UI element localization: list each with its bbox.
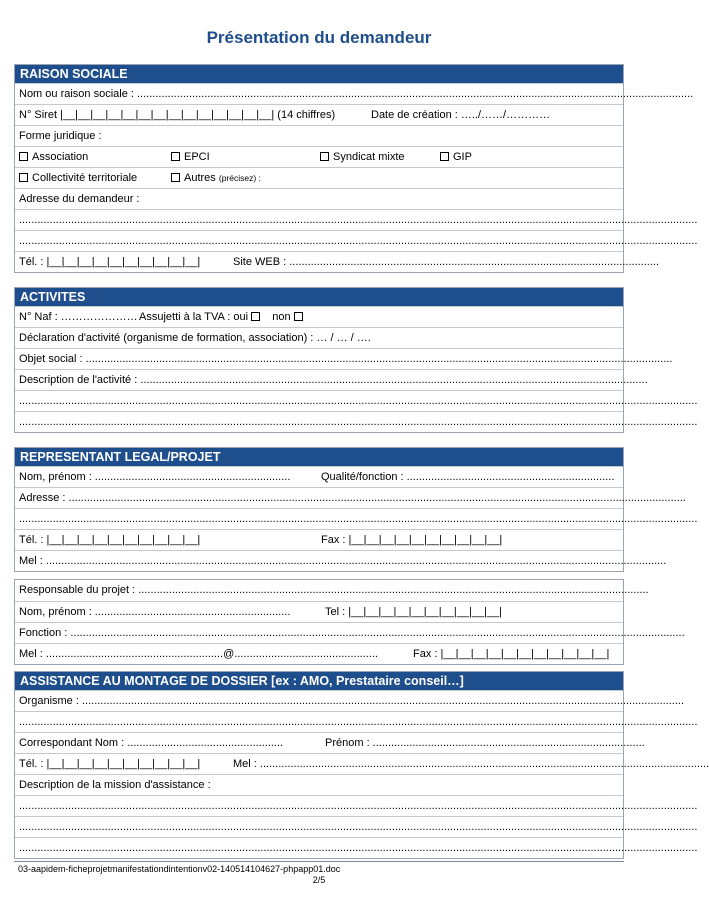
- field-qualite-fonction[interactable]: Qualité/fonction : ....................................................................: [321, 471, 615, 483]
- field-adresse-line-1[interactable]: ..............................................................................................................................................................................................................................: [19, 214, 698, 226]
- field-responsable-mel[interactable]: Mel : ..........................................................@...............................................: [19, 648, 378, 660]
- field-objet-social[interactable]: Objet social : ................................................................................................................................................................................................: [19, 353, 673, 365]
- row-mission: [15, 774, 623, 795]
- row-representant-adresse-2: [15, 508, 698, 529]
- row-description-activite: [15, 369, 648, 390]
- section-raison-sociale: [14, 64, 698, 273]
- row-responsable-fonction: [15, 622, 685, 643]
- option-gip[interactable]: [440, 147, 472, 167]
- checkbox-icon: [19, 173, 28, 182]
- checkbox-non-icon[interactable]: [294, 312, 303, 321]
- row-activite-line-1: [15, 390, 698, 411]
- option-collectivite-label: Collectivité territoriale: [32, 172, 138, 184]
- field-correspondant-prenom[interactable]: Prénom : .........................................................................................: [325, 737, 645, 749]
- row-adresse-line-1: [15, 209, 698, 230]
- row-activite-line-2: [15, 411, 698, 432]
- field-representant-mel[interactable]: Mel : ...........................................................................................................................................................................................................: [19, 555, 667, 567]
- field-nom-raison-sociale[interactable]: Nom ou raison sociale : ......................................................................................................................................................................................: [19, 88, 694, 100]
- row-correspondant: [15, 732, 645, 753]
- row-responsable-nom: [15, 601, 623, 622]
- field-representant-adresse-2[interactable]: ..............................................................................................................................................................................................................................: [19, 513, 698, 525]
- checkbox-icon: [320, 152, 329, 161]
- field-site-web[interactable]: Site WEB : .........................................................................................................................: [233, 256, 660, 268]
- footer-page-number: 2/5: [312, 875, 326, 885]
- section-heading-assistance: ASSISTANCE AU MONTAGE DE DOSSIER [ex : AMO, Prestataire conseil…]: [15, 672, 623, 690]
- row-tel-site: [15, 251, 660, 272]
- row-mission-line-1: [15, 795, 698, 816]
- label-forme-juridique: Forme juridique :: [19, 130, 102, 142]
- row-mission-line-3: [15, 837, 698, 858]
- section-representant-legal: [14, 447, 698, 572]
- row-siret: [15, 104, 623, 125]
- row-representant-nom: [15, 466, 623, 487]
- option-gip-label: GIP: [453, 151, 472, 163]
- field-date-creation[interactable]: Date de création : …../……/…………: [371, 109, 551, 121]
- field-mission-line-3[interactable]: ..............................................................................................................................................................................................................................: [19, 842, 698, 854]
- field-correspondant-nom[interactable]: Correspondant Nom : ...................................................: [19, 737, 284, 749]
- section-responsable-projet: [14, 579, 685, 665]
- row-responsable: [15, 580, 649, 601]
- field-responsable-projet[interactable]: Responsable du projet : .......................................................................................................................................................................: [19, 584, 649, 596]
- row-nom-raison-sociale: [15, 83, 694, 104]
- field-activite-line-1[interactable]: ..............................................................................................................................................................................................................................: [19, 395, 698, 407]
- field-responsable-fax[interactable]: Fax : |__|__|__|__|__|__|__|__|__|__|__|: [413, 648, 610, 660]
- row-mission-line-2: [15, 816, 698, 837]
- section-heading-activites: ACTIVITES: [15, 288, 623, 306]
- field-activite-line-2[interactable]: ..............................................................................................................................................................................................................................: [19, 416, 698, 428]
- label-mission: Description de la mission d'assistance :: [19, 779, 211, 791]
- row-naf-tva: [15, 306, 623, 327]
- section-activites: [14, 287, 698, 433]
- row-declaration: [15, 327, 623, 348]
- field-declaration[interactable]: Déclaration d'activité (organisme de formation, association) : … / … / ….: [19, 332, 371, 344]
- option-syndicat-label: Syndicat mixte: [333, 151, 405, 163]
- field-representant-adresse[interactable]: Adresse : ..........................................................................................................................................................................................................: [19, 492, 686, 504]
- row-objet-social: [15, 348, 673, 369]
- checkbox-oui-icon[interactable]: [251, 312, 260, 321]
- option-autres-note: (précisez) :: [218, 173, 261, 183]
- field-organisme[interactable]: Organisme : .....................................................................................................................................................................................................: [19, 695, 685, 707]
- section-heading-raison-sociale: RAISON SOCIALE: [15, 65, 623, 83]
- row-representant-adresse: [15, 487, 686, 508]
- option-epci[interactable]: [171, 147, 210, 167]
- row-adresse-demandeur: [15, 188, 623, 209]
- field-responsable-nom[interactable]: Nom, prénom : ................................................................: [19, 606, 291, 618]
- checkbox-icon: [171, 173, 180, 182]
- section-heading-representant: REPRESENTANT LEGAL/PROJET: [15, 448, 623, 466]
- page-title: Présentation du demandeur: [206, 28, 432, 47]
- option-autres[interactable]: [171, 168, 261, 188]
- option-collectivite[interactable]: [19, 168, 137, 188]
- section-assistance: [14, 671, 709, 859]
- field-representant-fax[interactable]: Fax : |__|__|__|__|__|__|__|__|__|__|: [321, 534, 503, 546]
- field-assistance-mel[interactable]: Mel : ...................................................................................................................................................: [233, 758, 709, 770]
- row-forme-juridique: [15, 125, 623, 146]
- option-syndicat-mixte[interactable]: [320, 147, 405, 167]
- row-representant-tel-fax: [15, 529, 623, 550]
- option-autres-label: Autres: [184, 172, 216, 184]
- label-adresse-demandeur: Adresse du demandeur :: [19, 193, 140, 205]
- row-adresse-line-2: [15, 230, 698, 251]
- field-representant-tel[interactable]: Tél. : |__|__|__|__|__|__|__|__|__|__|: [19, 534, 201, 546]
- field-assistance-tel[interactable]: Tél. : |__|__|__|__|__|__|__|__|__|__|: [19, 758, 201, 770]
- tva-non-label: non: [272, 311, 291, 323]
- checkbox-icon: [19, 152, 28, 161]
- field-responsable-tel[interactable]: Tel : |__|__|__|__|__|__|__|__|__|__|: [325, 606, 503, 618]
- row-forme-options-2: [15, 167, 623, 188]
- row-responsable-mel-fax: [15, 643, 623, 664]
- tva-label: Assujetti à la TVA : oui: [139, 311, 249, 323]
- field-adresse-line-2[interactable]: ..............................................................................................................................................................................................................................: [19, 235, 698, 247]
- footer-divider: [14, 861, 624, 862]
- field-mission-line-2[interactable]: ..............................................................................................................................................................................................................................: [19, 821, 698, 833]
- field-mission-line-1[interactable]: ..............................................................................................................................................................................................................................: [19, 800, 698, 812]
- option-epci-label: EPCI: [184, 151, 210, 163]
- tva-question: [139, 307, 303, 327]
- checkbox-icon: [171, 152, 180, 161]
- field-description-activite[interactable]: Description de l'activité : ......................................................................................................................................................................: [19, 374, 648, 386]
- option-association[interactable]: [19, 147, 88, 167]
- row-assistance-tel-mel: [15, 753, 709, 774]
- field-representant-nom[interactable]: Nom, prénom : ................................................................: [19, 471, 291, 483]
- row-representant-mel: [15, 550, 667, 571]
- checkbox-icon: [440, 152, 449, 161]
- field-responsable-fonction[interactable]: Fonction : .........................................................................................................................................................................................................: [19, 627, 685, 639]
- row-organisme: [15, 690, 685, 711]
- field-naf[interactable]: N° Naf : …………………: [19, 311, 138, 323]
- footer-filename: 03-aapidem-ficheprojetmanifestationdintentionv02-140514104627-phpapp01.doc: [18, 864, 341, 874]
- field-tel-demandeur[interactable]: Tél. : |__|__|__|__|__|__|__|__|__|__|: [19, 256, 201, 268]
- row-organisme-line: [15, 711, 698, 732]
- row-forme-options-1: [15, 146, 623, 167]
- option-association-label: Association: [32, 151, 89, 163]
- field-organisme-line[interactable]: ..............................................................................................................................................................................................................................: [19, 716, 698, 728]
- field-siret[interactable]: N° Siret |__|__|__|__|__|__|__|__|__|__|__|__|__|__| (14 chiffres): [19, 109, 336, 121]
